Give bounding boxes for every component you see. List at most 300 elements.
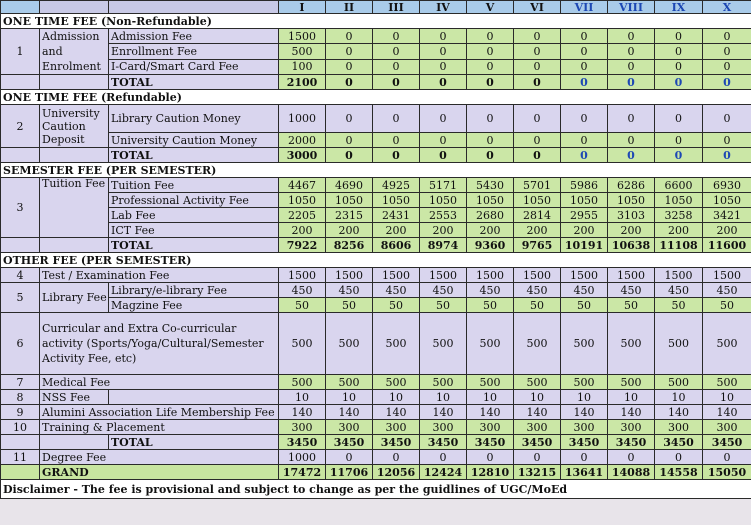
fee-value: 500: [279, 313, 326, 375]
table-row: [1, 223, 751, 238]
fee-value: 0: [655, 133, 703, 148]
fee-value: 500: [420, 375, 467, 390]
fee-value: 500: [608, 375, 655, 390]
fee-value: 500: [655, 375, 703, 390]
fee-value: 450: [279, 283, 326, 298]
fee-value: 1050: [655, 193, 703, 208]
fee-value: 300: [655, 420, 703, 435]
fee-value: 0: [703, 133, 751, 148]
total-value: 7922: [279, 238, 326, 253]
fee-value: 0: [703, 450, 751, 465]
total-value: 2100: [279, 75, 326, 90]
fee-value: 0: [514, 44, 561, 59]
fee-value: 500: [561, 375, 608, 390]
fee-value: 1050: [514, 193, 561, 208]
fee-value: 10: [655, 390, 703, 405]
fee-value: 0: [514, 450, 561, 465]
total-value: 0: [373, 148, 420, 163]
fee-value: 300: [467, 420, 514, 435]
total-value: 0: [655, 75, 703, 90]
fee-value: 2000: [279, 133, 326, 148]
fee-value: 300: [561, 420, 608, 435]
fee-label: Medical Fee: [40, 375, 279, 390]
total-value: 8974: [420, 238, 467, 253]
total-value: 3450: [703, 435, 751, 450]
grand-value: 17472: [279, 465, 326, 480]
grand-value: 12056: [373, 465, 420, 480]
blank-cell: [109, 390, 279, 405]
total-value: 3450: [561, 435, 608, 450]
header-blank: [1, 1, 40, 14]
table-row: [1, 405, 751, 420]
fee-value: 0: [514, 105, 561, 133]
table-row: [1, 375, 751, 390]
grand-total-row: [1, 465, 751, 480]
fee-value: 2205: [279, 208, 326, 223]
grand-value: 14558: [655, 465, 703, 480]
fee-value: 50: [373, 298, 420, 313]
total-value: 0: [420, 75, 467, 90]
table-row: [1, 450, 751, 465]
blank-cell: [40, 75, 109, 90]
section-title: ONE TIME FEE (Non-Refundable): [1, 14, 751, 29]
table-row: [1, 268, 751, 283]
fee-value: 500: [326, 313, 373, 375]
fee-value: 450: [326, 283, 373, 298]
table-row: [1, 133, 751, 148]
table-row: [1, 193, 751, 208]
fee-value: 5986: [561, 178, 608, 193]
fee-label: Professional Activity Fee: [109, 193, 279, 208]
total-label: TOTAL: [109, 148, 279, 163]
fee-value: 10: [514, 390, 561, 405]
total-value: 3450: [608, 435, 655, 450]
fee-value: 0: [467, 44, 514, 59]
grand-value: 12424: [420, 465, 467, 480]
group-label: Admission and Enrolment: [40, 29, 109, 75]
fee-value: 2955: [561, 208, 608, 223]
fee-value: 3258: [655, 208, 703, 223]
total-value: 0: [703, 148, 751, 163]
total-value: 0: [467, 75, 514, 90]
fee-value: 200: [467, 223, 514, 238]
semester-header: IX: [655, 1, 703, 14]
table-row: [1, 390, 751, 405]
fee-value: 0: [373, 44, 420, 59]
table-row: [1, 420, 751, 435]
semester-header: VII: [561, 1, 608, 14]
fee-value: 450: [373, 283, 420, 298]
fee-value: 450: [608, 283, 655, 298]
fee-value: 1500: [279, 268, 326, 283]
total-row: [1, 75, 751, 90]
fee-value: 0: [703, 105, 751, 133]
fee-value: 0: [514, 133, 561, 148]
fee-label: NSS Fee: [40, 390, 109, 405]
fee-label: Test / Examination Fee: [40, 268, 279, 283]
semester-header: X: [703, 1, 751, 14]
row-number: 5: [1, 283, 40, 313]
fee-value: 0: [326, 105, 373, 133]
fee-label: Magzine Fee: [109, 298, 279, 313]
fee-value: 0: [561, 450, 608, 465]
fee-value: 0: [326, 29, 373, 44]
section-header-row: [1, 90, 751, 105]
fee-value: 1050: [326, 193, 373, 208]
fee-value: 0: [655, 105, 703, 133]
group-label: Library Fee: [40, 283, 109, 313]
fee-value: 10: [420, 390, 467, 405]
fee-value: 50: [561, 298, 608, 313]
fee-value: 0: [420, 59, 467, 74]
fee-value: 200: [279, 223, 326, 238]
fee-value: 10: [561, 390, 608, 405]
fee-value: 500: [514, 375, 561, 390]
fee-value: 6600: [655, 178, 703, 193]
fee-value: 4690: [326, 178, 373, 193]
blank-cell: [40, 148, 109, 163]
fee-value: 0: [373, 105, 420, 133]
semester-header: VI: [514, 1, 561, 14]
fee-value: 450: [420, 283, 467, 298]
fee-value: 10: [703, 390, 751, 405]
table-row: [1, 178, 751, 193]
fee-value: 500: [467, 313, 514, 375]
total-value: 9360: [467, 238, 514, 253]
fee-value: 140: [373, 405, 420, 420]
section-header-row: [1, 14, 751, 29]
fee-value: 300: [703, 420, 751, 435]
fee-value: 0: [608, 44, 655, 59]
total-value: 3000: [279, 148, 326, 163]
fee-value: 1050: [703, 193, 751, 208]
fee-value: 140: [467, 405, 514, 420]
row-number: 10: [1, 420, 40, 435]
fee-value: 4925: [373, 178, 420, 193]
fee-value: 0: [326, 44, 373, 59]
fee-value: 450: [703, 283, 751, 298]
total-value: 0: [467, 148, 514, 163]
fee-value: 2814: [514, 208, 561, 223]
disclaimer-row: [1, 480, 751, 499]
fee-value: 1050: [279, 193, 326, 208]
fee-value: 4467: [279, 178, 326, 193]
fee-value: 200: [561, 223, 608, 238]
table-row: [1, 298, 751, 313]
fee-value: 0: [703, 59, 751, 74]
semester-header: III: [373, 1, 420, 14]
fee-value: 500: [373, 313, 420, 375]
fee-value: 140: [420, 405, 467, 420]
fee-value: 0: [608, 59, 655, 74]
header-blank: [109, 1, 279, 14]
fee-value: 10: [608, 390, 655, 405]
fee-value: 50: [703, 298, 751, 313]
semester-header: IV: [420, 1, 467, 14]
fee-label: I-Card/Smart Card Fee: [109, 59, 279, 74]
fee-value: 0: [561, 44, 608, 59]
grand-value: 13215: [514, 465, 561, 480]
fee-value: 300: [326, 420, 373, 435]
fee-value: 1500: [655, 268, 703, 283]
fee-value: 1000: [279, 450, 326, 465]
total-value: 10638: [608, 238, 655, 253]
grand-value: 12810: [467, 465, 514, 480]
fee-value: 1500: [279, 29, 326, 44]
section-title: ONE TIME FEE (Refundable): [1, 90, 751, 105]
fee-value: 200: [326, 223, 373, 238]
fee-value: 0: [467, 105, 514, 133]
fee-label: ICT Fee: [109, 223, 279, 238]
table-row: [1, 105, 751, 133]
total-value: 0: [420, 148, 467, 163]
fee-label: Enrollment Fee: [109, 44, 279, 59]
fee-value: 1500: [608, 268, 655, 283]
fee-value: 450: [561, 283, 608, 298]
fee-value: 0: [703, 29, 751, 44]
total-value: 0: [561, 75, 608, 90]
fee-value: 0: [467, 29, 514, 44]
total-value: 3450: [326, 435, 373, 450]
fee-value: 200: [608, 223, 655, 238]
row-number: 6: [1, 313, 40, 375]
fee-value: 0: [467, 59, 514, 74]
total-label: TOTAL: [109, 238, 279, 253]
fee-value: 0: [420, 133, 467, 148]
table-row: [1, 44, 751, 59]
fee-value: 0: [655, 59, 703, 74]
fee-value: 0: [608, 133, 655, 148]
total-value: 11108: [655, 238, 703, 253]
fee-value: 1050: [373, 193, 420, 208]
fee-value: 1050: [608, 193, 655, 208]
fee-value: 3103: [608, 208, 655, 223]
fee-label: Degree Fee: [40, 450, 279, 465]
fee-value: 0: [608, 105, 655, 133]
fee-value: 140: [326, 405, 373, 420]
fee-value: 50: [608, 298, 655, 313]
fee-value: 300: [279, 420, 326, 435]
fee-value: 0: [326, 59, 373, 74]
fee-value: 50: [420, 298, 467, 313]
fee-value: 0: [608, 29, 655, 44]
fee-value: 450: [655, 283, 703, 298]
fee-value: 500: [326, 375, 373, 390]
row-number: 9: [1, 405, 40, 420]
fee-value: 0: [514, 29, 561, 44]
total-value: 3450: [279, 435, 326, 450]
fee-value: 300: [514, 420, 561, 435]
grand-value: 11706: [326, 465, 373, 480]
blank-cell: [1, 148, 40, 163]
fee-value: 100: [279, 59, 326, 74]
fee-value: 500: [373, 375, 420, 390]
fee-value: 0: [561, 133, 608, 148]
fee-value: 2431: [373, 208, 420, 223]
fee-value: 0: [514, 59, 561, 74]
section-header-row: [1, 163, 751, 178]
grand-value: 15050: [703, 465, 751, 480]
fee-value: 500: [608, 313, 655, 375]
fee-value: 200: [703, 223, 751, 238]
fee-value: 6930: [703, 178, 751, 193]
fee-value: 1050: [467, 193, 514, 208]
total-value: 3450: [420, 435, 467, 450]
total-row: [1, 238, 751, 253]
fee-label: Training & Placement: [40, 420, 279, 435]
fee-value: 3421: [703, 208, 751, 223]
fee-value: 0: [326, 450, 373, 465]
table-row: [1, 313, 751, 375]
fee-value: 2553: [420, 208, 467, 223]
section-title: OTHER FEE (PER SEMESTER): [1, 253, 751, 268]
fee-value: 1500: [561, 268, 608, 283]
table-row: [1, 59, 751, 74]
fee-value: 1500: [373, 268, 420, 283]
fee-value: 50: [514, 298, 561, 313]
fee-value: 5701: [514, 178, 561, 193]
fee-value: 0: [373, 133, 420, 148]
fee-value: 200: [373, 223, 420, 238]
row-number: 2: [1, 105, 40, 148]
fee-value: 10: [279, 390, 326, 405]
total-value: 0: [608, 75, 655, 90]
fee-value: 140: [561, 405, 608, 420]
blank-cell: [1, 465, 40, 480]
fee-value: 0: [608, 450, 655, 465]
fee-value: 1500: [703, 268, 751, 283]
total-value: 3450: [655, 435, 703, 450]
table-row: [1, 283, 751, 298]
row-number: 7: [1, 375, 40, 390]
total-value: 9765: [514, 238, 561, 253]
total-value: 0: [326, 75, 373, 90]
total-value: 8606: [373, 238, 420, 253]
fee-value: 10: [467, 390, 514, 405]
row-number: 4: [1, 268, 40, 283]
fee-value: 50: [279, 298, 326, 313]
fee-value: 0: [703, 44, 751, 59]
fee-value: 200: [420, 223, 467, 238]
fee-value: 1500: [514, 268, 561, 283]
fee-value: 500: [703, 375, 751, 390]
blank-cell: [40, 238, 109, 253]
total-label: TOTAL: [109, 75, 279, 90]
total-label: TOTAL: [109, 435, 279, 450]
fee-value: 1050: [420, 193, 467, 208]
total-value: 0: [703, 75, 751, 90]
fee-value: 0: [420, 44, 467, 59]
fee-value: 1000: [279, 105, 326, 133]
fee-value: 50: [655, 298, 703, 313]
grand-value: 13641: [561, 465, 608, 480]
fee-value: 500: [561, 313, 608, 375]
fee-value: 200: [514, 223, 561, 238]
fee-value: 450: [514, 283, 561, 298]
fee-value: 0: [420, 450, 467, 465]
fee-label: Lab Fee: [109, 208, 279, 223]
fee-label: Alumini Association Life Membership Fee: [40, 405, 279, 420]
fee-value: 0: [561, 59, 608, 74]
total-value: 3450: [373, 435, 420, 450]
semester-header-row: [1, 1, 751, 14]
total-value: 0: [514, 148, 561, 163]
fee-value: 1500: [420, 268, 467, 283]
semester-header: I: [279, 1, 326, 14]
total-value: 0: [326, 148, 373, 163]
fee-value: 0: [655, 450, 703, 465]
semester-header: V: [467, 1, 514, 14]
fee-value: 500: [279, 375, 326, 390]
fee-label: University Caution Money: [109, 133, 279, 148]
total-value: 8256: [326, 238, 373, 253]
fee-value: 50: [467, 298, 514, 313]
fee-value: 140: [279, 405, 326, 420]
fee-value: 5430: [467, 178, 514, 193]
fee-label: Curricular and Extra Co-curricular activity (Sports/Yoga/Cultural/Semester Activity Fee, etc): [40, 313, 279, 375]
fee-value: 0: [373, 450, 420, 465]
row-number: 11: [1, 450, 40, 465]
total-value: 0: [373, 75, 420, 90]
fee-value: 140: [655, 405, 703, 420]
fee-label: Library/e-library Fee: [109, 283, 279, 298]
total-value: 0: [608, 148, 655, 163]
total-row: [1, 435, 751, 450]
group-label: University Caution Deposit: [40, 105, 109, 148]
fee-value: 2315: [326, 208, 373, 223]
total-value: 11600: [703, 238, 751, 253]
total-value: 3450: [467, 435, 514, 450]
total-row: [1, 148, 751, 163]
fee-value: 200: [655, 223, 703, 238]
blank-cell: [40, 435, 109, 450]
section-title: SEMESTER FEE (PER SEMESTER): [1, 163, 751, 178]
fee-value: 300: [373, 420, 420, 435]
fee-value: 10: [373, 390, 420, 405]
total-value: 3450: [514, 435, 561, 450]
fee-value: 0: [655, 44, 703, 59]
header-blank: [40, 1, 109, 14]
total-value: 0: [655, 148, 703, 163]
fee-value: 450: [467, 283, 514, 298]
fee-value: 0: [467, 450, 514, 465]
total-value: 0: [561, 148, 608, 163]
fee-value: 0: [420, 105, 467, 133]
blank-cell: [1, 75, 40, 90]
group-label: Tuition Fee: [40, 178, 109, 238]
fee-value: 10: [326, 390, 373, 405]
row-number: 1: [1, 29, 40, 75]
fee-value: 500: [467, 375, 514, 390]
fee-value: 140: [514, 405, 561, 420]
grand-label: GRAND: [40, 465, 279, 480]
fee-value: 0: [467, 133, 514, 148]
fee-value: 140: [608, 405, 655, 420]
disclaimer-text: Disclaimer - The fee is provisional and subject to change as per the guidlines of UGC/MoEd: [1, 480, 751, 499]
fee-value: 1050: [561, 193, 608, 208]
fee-label: Tuition Fee: [109, 178, 279, 193]
table-row: [1, 208, 751, 223]
row-number: 3: [1, 178, 40, 238]
fee-value: 0: [326, 133, 373, 148]
total-value: 10191: [561, 238, 608, 253]
fee-value: 500: [703, 313, 751, 375]
fee-value: 300: [608, 420, 655, 435]
fee-value: 0: [420, 29, 467, 44]
semester-header: VIII: [608, 1, 655, 14]
section-header-row: [1, 253, 751, 268]
fee-value: 300: [420, 420, 467, 435]
